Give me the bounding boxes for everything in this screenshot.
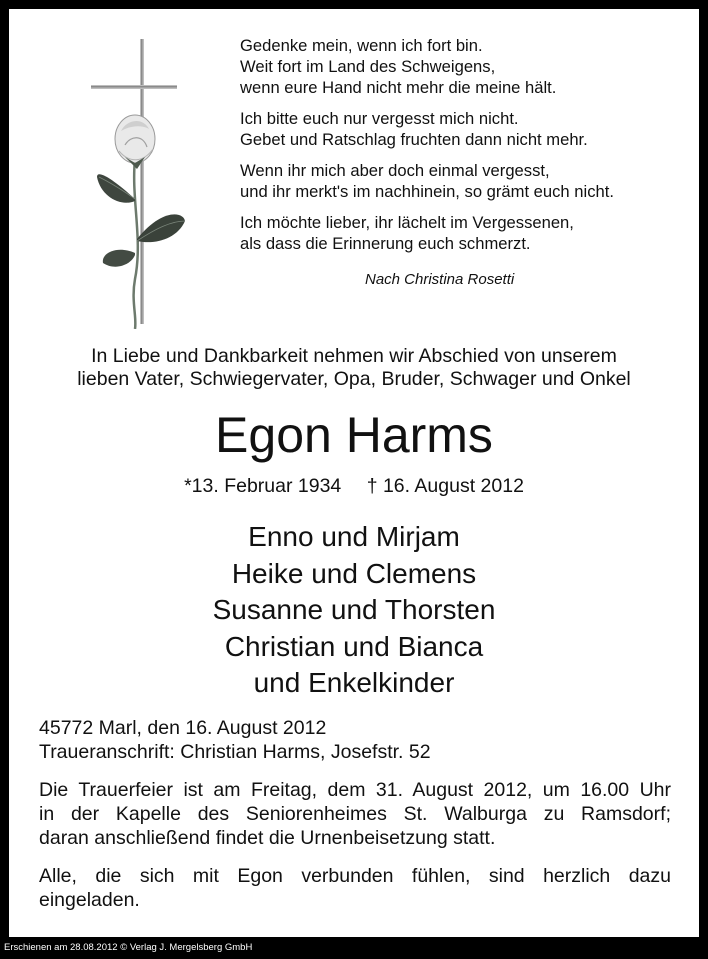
death-date: † 16. August 2012	[366, 475, 524, 497]
family-line: Enno und Mirjam	[248, 521, 460, 552]
intro-line: lieben Vater, Schwiegervater, Opa, Bruder, Schwager und Onkel	[77, 368, 631, 390]
address-block	[39, 716, 671, 764]
poem	[240, 35, 690, 290]
family-list	[9, 519, 699, 702]
publication-footer: Erschienen am 28.08.2012 © Verlag J. Mergelsberg GmbH	[4, 942, 253, 953]
obituary-card	[9, 9, 699, 937]
ceremony-line: Die Trauerfeier ist am Freitag, dem 31. August 2012, um 16.00 Uhr	[39, 779, 671, 801]
invitation-line: Alle, die sich mit Egon verbunden fühlen, sind herzlich dazu	[39, 865, 671, 887]
life-dates	[9, 475, 699, 498]
family-line: Susanne und Thorsten	[212, 594, 496, 625]
poem-stanza-4	[240, 212, 690, 254]
details	[39, 716, 671, 926]
poem-line: Gebet und Ratschlag fruchten dann nicht mehr.	[240, 130, 588, 149]
poem-line: Ich bitte euch nur vergesst mich nicht.	[240, 109, 519, 128]
poem-stanza-3	[240, 160, 690, 202]
poem-line: Ich möchte lieber, ihr lächelt im Vergessenen,	[240, 213, 574, 232]
intro-text	[9, 345, 699, 391]
family-line: Heike und Clemens	[231, 557, 477, 589]
address-line: Traueranschrift: Christian Harms, Josefstr. 52	[39, 741, 431, 763]
poem-line: Wenn ihr mich aber doch einmal vergesst,	[240, 161, 550, 180]
cross-with-rose-icon	[91, 39, 201, 329]
poem-stanza-2	[240, 108, 690, 150]
poem-line: und ihr merkt's im nachhinein, so grämt euch nicht.	[240, 182, 614, 201]
ceremony-line: daran anschließend findet die Urnenbeisetzung statt.	[39, 827, 496, 849]
ceremony-line: in der Kapelle des Seniorenheimes St. Walburga zu Ramsdorf;	[39, 803, 671, 825]
deceased-name: Egon Harms	[215, 407, 493, 463]
ceremony-block	[39, 778, 671, 850]
address-line: 45772 Marl, den 16. August 2012	[39, 717, 327, 739]
poem-stanza-1	[240, 35, 690, 98]
birth-date: *13. Februar 1934	[184, 475, 342, 497]
invitation-block	[39, 864, 671, 912]
family-line: Christian und Bianca	[224, 630, 484, 662]
poem-line: Weit fort im Land des Schweigens,	[240, 57, 496, 76]
family-line: und Enkelkinder	[253, 667, 455, 698]
poem-line: Gedenke mein, wenn ich fort bin.	[240, 36, 483, 55]
poem-line: als dass die Erinnerung euch schmerzt.	[240, 234, 531, 253]
intro-line: In Liebe und Dankbarkeit nehmen wir Abschied von unserem	[91, 345, 617, 367]
invitation-line: eingeladen.	[39, 889, 140, 911]
poem-attribution: Nach Christina Rosetti	[365, 271, 515, 288]
poem-line: wenn eure Hand nicht mehr die meine hält.	[240, 78, 557, 97]
